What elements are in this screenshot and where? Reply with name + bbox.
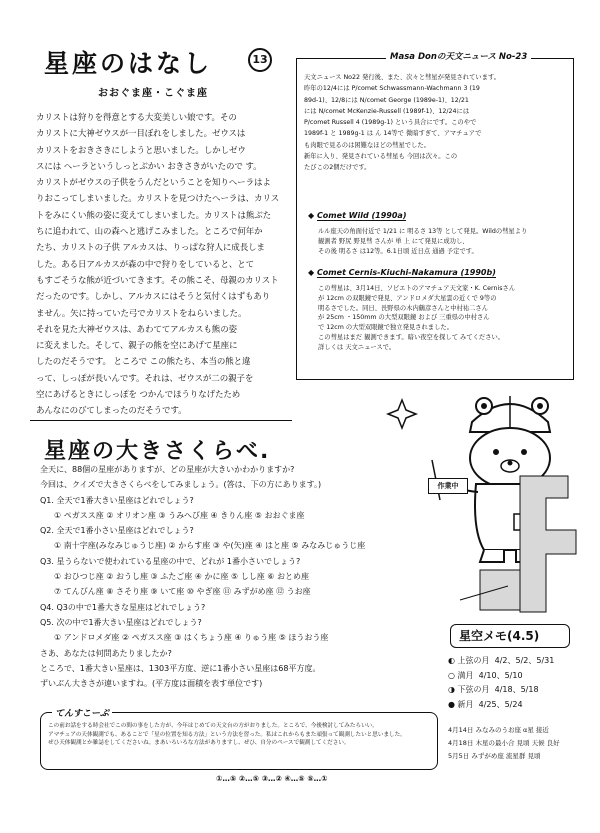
story-line: スには へーラというしっとぶかい おきさきがいたので す。 <box>36 161 262 172</box>
news-line: 昨年の12/4には P/comet Schwassmann-Wachmann 3 (19 <box>304 85 480 93</box>
story-line: ません。矢に持っていた弓でカリストをねらいました。 <box>36 308 247 319</box>
quiz-options: ① ペガスス座 ② オリオン座 ③ うみへび座 ④ きりん座 ⑤ おおぐま座 <box>54 510 305 520</box>
story-line: たち、カリストの子供 アルカスは、りっぱな狩人に成長しま <box>36 243 265 254</box>
news-line: も肉眼で見るのは困難なほどの彗星でした。 <box>304 141 430 149</box>
story-line: に変えました。そして、親子の熊を空にあげて星座に <box>36 341 238 352</box>
moon-phase-list <box>448 654 554 712</box>
quiz-question: Q2. 全天で1番小さい星座はどれでしょう? <box>40 526 194 536</box>
comet-wild-heading <box>308 211 406 220</box>
comet-line: が 25cm ・150mm の大型双眼鏡 および 三重県の中村さん <box>318 314 490 322</box>
first-quarter-moon-icon: ◐ <box>448 656 458 665</box>
bullet-icon: ◆ <box>308 268 317 277</box>
news-line: P/comet Russell 4 (1989g-1) という具合にです。このやで <box>304 119 477 127</box>
quiz-outro: ずいぶん大きさが違いますね。(平方度は面積を表す単位です) <box>40 679 263 689</box>
star-memo-notes <box>448 724 560 762</box>
quiz-question: Q5. 次の中で1番大きい星座はどれでしょう? <box>40 617 202 627</box>
story-line: カリストがゼウスの子供をうんだということを知りへーラはよ <box>36 178 271 189</box>
story-line: した。ある日アルカスが森の中で狩りをしていると、とて <box>36 259 255 270</box>
story-line: ちに追われて、山の森へと逃げこみました。ところで何年か <box>36 227 263 238</box>
quiz-question: Q3. 星うらないで使われている星座の中で、どれが 1番小さいでしょう? <box>40 556 301 566</box>
telescope-info-body <box>48 722 406 748</box>
news-line: 新年に入り、発見されている彗星も 今回は次々。この <box>304 153 458 161</box>
quiz-intro: 今回は、クイズで大きさくらべをしてみましょう。(答は、下の方にあります。) <box>40 480 322 490</box>
comet-line: ルル座天の角面付近で 1/21 に 明るさ 13等 として発見。Wildの彗星より <box>318 228 528 235</box>
comet-wild-body <box>318 227 527 256</box>
quiz-intro: 全天に、88個の星座がありますが、どの星座が大きいかわかりますか? <box>40 465 295 474</box>
quiz-body <box>40 462 440 691</box>
quiz-options: ① おひつじ座 ② おうし座 ③ ふたご座 ④ かに座 ⑤ しし座 ⑥ おとめ座 <box>54 572 310 582</box>
info-line: この前お話をする時会社でこの間の事をした方が、今年はじめての天文台の方がおりました。ところで、今後検討してみたらいい。 <box>48 723 378 729</box>
news-line: 1989f-1 と 1989g-1 は ん 14等で 微暗すぎて、アマチュアで <box>304 130 482 138</box>
moon-phase-item: ● 新月 4/25、5/24 <box>448 699 523 709</box>
info-line: アマチュアの天体観測でも、あることで「星の位置を知る方法」という方法を習った。私はこれからもまた頑張って観測したいと思いました。 <box>48 731 406 738</box>
news-intro <box>304 72 568 174</box>
memo-note: 4月14日 みなみのうお座 α星 接近 <box>448 726 549 734</box>
star-memo-title: 星空メモ(4.5) <box>450 624 570 648</box>
quiz-title: 星座の大きさくらべ. <box>44 439 271 464</box>
news-header: Masa Donの天文ニュース No-23 <box>386 50 531 62</box>
comet-line: 明るさでした。同日、長野県の木内鶴彦さんと中村祐二さん <box>318 304 489 312</box>
story-line: 空にあげるときにしっぽを つかんでほうりなげたため <box>36 390 241 401</box>
story-subtitle: おおぐま座・こぐま座 <box>98 88 208 99</box>
comet-cernis-body <box>318 284 515 353</box>
full-moon-icon: ○ <box>448 670 458 680</box>
story-line: って、しっぽが長いんです。それは、ゼウスが二の親子を <box>36 373 254 384</box>
comet-line: が 12cm の双眼鏡で発見、アンドロメダ大星雲の近くで 9等の <box>318 294 497 302</box>
last-quarter-moon-icon: ◑ <box>448 685 458 695</box>
story-title: 星座のはなし <box>44 49 213 78</box>
story-line: したのだそうです。 ところで この熊たち、本当の熊と違 <box>36 357 251 368</box>
story-line: だったのです。しかし、アルカスにはそうと気付くはずもあり <box>36 292 271 303</box>
news-line: たびこの2個だけです。 <box>304 164 371 172</box>
story-line: カリストは狩りを得意とする大変美しい娘です。その <box>36 113 237 123</box>
comet-cernis-heading <box>308 268 496 277</box>
bullet-icon: ◆ <box>308 211 317 220</box>
quiz-outro: ところで、1番大きい星座は、1303平方度、逆に1番小さい星座は68平方度。 <box>40 663 321 673</box>
quiz-question: Q4. Q3の中で1番大きな星座はどれでしょう? <box>40 602 206 612</box>
section-divider <box>30 420 292 421</box>
story-line: りおこってしまいました。カリストを見つけたへーラは、カリス <box>36 194 280 205</box>
story-line: それを見た大神ゼウスは、あわててアルカスも熊の姿 <box>36 324 238 335</box>
story-body <box>36 110 294 420</box>
new-moon-icon: ● <box>448 699 458 709</box>
story-line: カリストに大神ゼウスが一目ぼれをしました。ゼウスは <box>36 129 246 140</box>
news-line: には N/comet McKenzie-Russell (1989f-1)、12/24には <box>304 107 470 115</box>
memo-note: 5月5日 みずがめ座 流星群 見頃 <box>448 751 541 760</box>
comet-line: この彗星は、3月14日、ソビエトのアマチュア天文家・K. Cernisさん <box>318 285 516 292</box>
comet-line: 観測者 野尻 野見彗 さんが 単 上 にて発見に成功し、 <box>318 237 469 245</box>
story-line: もすごそうな熊が近づいてきます。その熊こそ、母親のカリスト <box>36 275 279 286</box>
news-line: 89d-1)、12/8には N/comet George (1989e-1)、12/21 <box>304 96 469 104</box>
quiz-outro: さあ、あなたは何問あたりましたか? <box>40 648 172 658</box>
quiz-answers: ①…⑤ ②…⑤ ③…② ④…⑤ ⑤…① <box>216 774 328 783</box>
comet-line: その後 明るさ は12等。6.1日頃 近日点 通過 予定です。 <box>318 247 478 255</box>
moon-phase-item: ◑ 下弦の月 4/18、5/18 <box>448 685 539 695</box>
moon-phase-item: ○ 満月 4/10、5/10 <box>448 670 523 680</box>
moon-phase-item: ◐ 上弦の月 4/2、5/2、5/31 <box>448 656 555 665</box>
story-number-badge: 13 <box>248 48 272 72</box>
story-line: カリストをおきさきにしようと思いました。しかしゼウ <box>36 145 246 156</box>
quiz-options: ① アンドロメダ座 ② ペガスス座 ③ はくちょう座 ④ りゅう座 ⑤ ほうおう座 <box>54 633 329 643</box>
news-line: 天文ニュース No22 発行後、また、次々と彗星が発見されています。 <box>304 74 501 81</box>
story-line: あんなにのびてしまったのだそうです。 <box>36 406 187 417</box>
comet-line: で 12cm の大型双眼鏡で独立発見されました。 <box>318 324 453 332</box>
quiz-question: Q1. 全天で1番大きい星座はどれでしょう? <box>40 495 194 505</box>
telescope-info-heading: てんすこーぷ <box>52 706 112 719</box>
quiz-options: ① 南十字座(みなみじゅうじ座) ② からす座 ③ や(矢)座 ④ はと座 ⑤ みなみじゅうじ座 <box>54 541 366 551</box>
comet-line: 詳しくは 天文ニュースで。 <box>318 343 396 351</box>
memo-note: 4月18日 木星の最小合 見頃 天候 良好 <box>448 738 560 747</box>
comet-line: この彗星はまだ 観測できます。暗い夜空を探して みてください。 <box>318 333 505 341</box>
comet-wild-title: Comet Wild (1990a) <box>316 211 407 220</box>
quiz-options: ⑦ てんびん座 ⑧ さそり座 ⑨ いて座 ⑩ やぎ座 ⑪ みずがめ座 ⑫ うお座 <box>54 587 311 597</box>
work-in-progress-sign: 作業中 <box>428 478 468 494</box>
story-line: トをみにくい熊の姿に変えてしまいました。カリストは熊ぶた <box>36 210 272 221</box>
info-line: ぜひ天体観測とか雑誌をしてくださいね。まあいろいろな方法がありますし、ぜひ、自分のペースで観測してください。 <box>48 740 350 746</box>
comet-cernis-title: Comet Cernis-Kiuchi-Nakamura (1990b) <box>316 268 496 277</box>
